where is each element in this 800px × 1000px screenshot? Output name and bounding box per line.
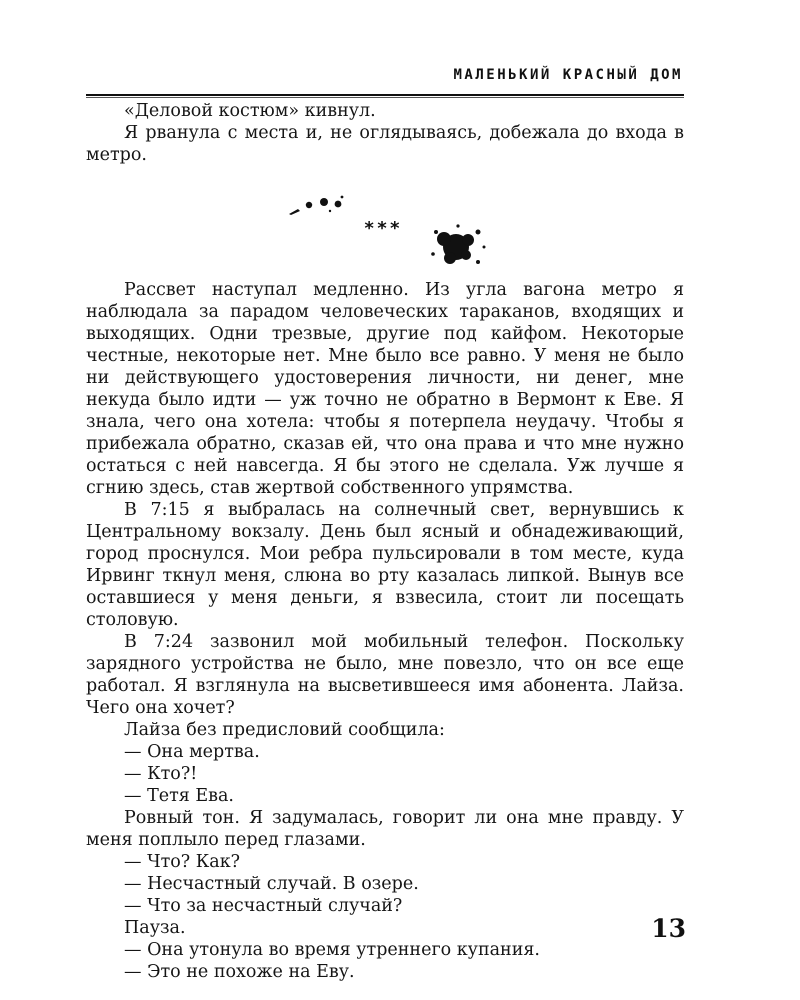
ink-dot-c bbox=[335, 201, 342, 208]
running-title: МАЛЕНЬКИЙ КРАСНЫЙ ДОМ bbox=[453, 67, 683, 83]
ink-blot-spray-4 bbox=[431, 252, 435, 256]
ink-drip-left bbox=[289, 209, 300, 215]
paragraph-6: Лайза без предисловий сообщила: bbox=[124, 720, 445, 740]
paragraph-14: Пауза. bbox=[124, 918, 186, 938]
ink-blot-spray-2 bbox=[476, 230, 481, 235]
dialogue-line-2: — Кто?! bbox=[124, 764, 198, 784]
paragraph-10: Ровный тон. Я задумалась, говорит ли она мне правду. У меня поплыло перед глазами. bbox=[86, 808, 684, 850]
header-rule bbox=[86, 94, 684, 96]
section-separator bbox=[86, 166, 684, 279]
dialogue-line-8: — Это не похоже на Еву. bbox=[124, 962, 355, 982]
dialogue-line-7: — Она утонула во время утреннего купания. bbox=[124, 940, 540, 960]
ink-blot-lobe-4 bbox=[461, 250, 471, 260]
ink-blot-spray-3 bbox=[476, 260, 480, 264]
paragraph-5: В 7:24 зазвонил мой мобильный телефон. Поскольку зарядного устройства не было, мне повезло, что он все еще работал. Я взглянула на высветившееся имя абонента. Лайза. Чего она хочет? bbox=[86, 632, 684, 718]
page-number: 13 bbox=[651, 914, 686, 943]
separator-stars: *** bbox=[363, 218, 403, 239]
ink-blot-lobe-3 bbox=[444, 252, 456, 264]
dialogue-line-3: — Тетя Ева. bbox=[124, 786, 234, 806]
header-rule-thin bbox=[86, 97, 684, 98]
ink-blot-spray-5 bbox=[456, 224, 459, 227]
paragraph-2: Я рванула с места и, не оглядываясь, добежала до входа в метро. bbox=[86, 123, 684, 165]
ink-dot-b bbox=[320, 198, 328, 206]
dialogue-line-1: — Она мертва. bbox=[124, 742, 260, 762]
ink-blot-spray-6 bbox=[483, 246, 486, 249]
ink-dot-a bbox=[306, 202, 312, 208]
ink-dot-e bbox=[329, 210, 331, 212]
dialogue-line-4: — Что? Как? bbox=[124, 852, 241, 872]
ink-splatter-ornament bbox=[86, 166, 684, 279]
paragraph-4: В 7:15 я выбралась на солнечный свет, вернувшись к Центральному вокзалу. День был ясный и обнадеживающий, город проснулся. Мои ребра пульсировали в том месте, куда Ирвинг ткнул меня, слюна во рту казалась липкой. Вынув все оставшиеся у меня деньги, я взвесила, стоит ли посещать столовую. bbox=[86, 500, 684, 630]
ink-dot-d bbox=[341, 196, 344, 199]
paragraph-1: «Деловой костюм» кивнул. bbox=[124, 101, 376, 121]
dialogue-line-6: — Что за несчастный случай? bbox=[124, 896, 403, 916]
ink-blot-lobe-2 bbox=[462, 234, 474, 246]
ink-blot-spray-1 bbox=[434, 230, 438, 234]
body-text bbox=[86, 100, 684, 983]
paragraph-3: Рассвет наступал медленно. Из угла вагона метро я наблюдала за парадом человеческих тараканов, входящих и выходящих. Одни трезвые, другие под кайфом. Некоторые честные, некоторые нет. Мне было все равно. У меня не было ни действующего удостоверения личности, ни денег, мне некуда было идти — уж точно не обратно в Вермонт к Еве. Я знала, чего она хотела: чтобы я потерпела неудачу. Чтобы я прибежала обратно, сказав ей, что она права и что мне нужно остаться с ней навсегда. Я бы этого не сделала. Уж лучше я сгнию здесь, став жертвой собственного упрямства. bbox=[86, 280, 684, 498]
ink-blot-lobe-1 bbox=[437, 232, 451, 246]
dialogue-line-5: — Несчастный случай. В озере. bbox=[124, 874, 419, 894]
